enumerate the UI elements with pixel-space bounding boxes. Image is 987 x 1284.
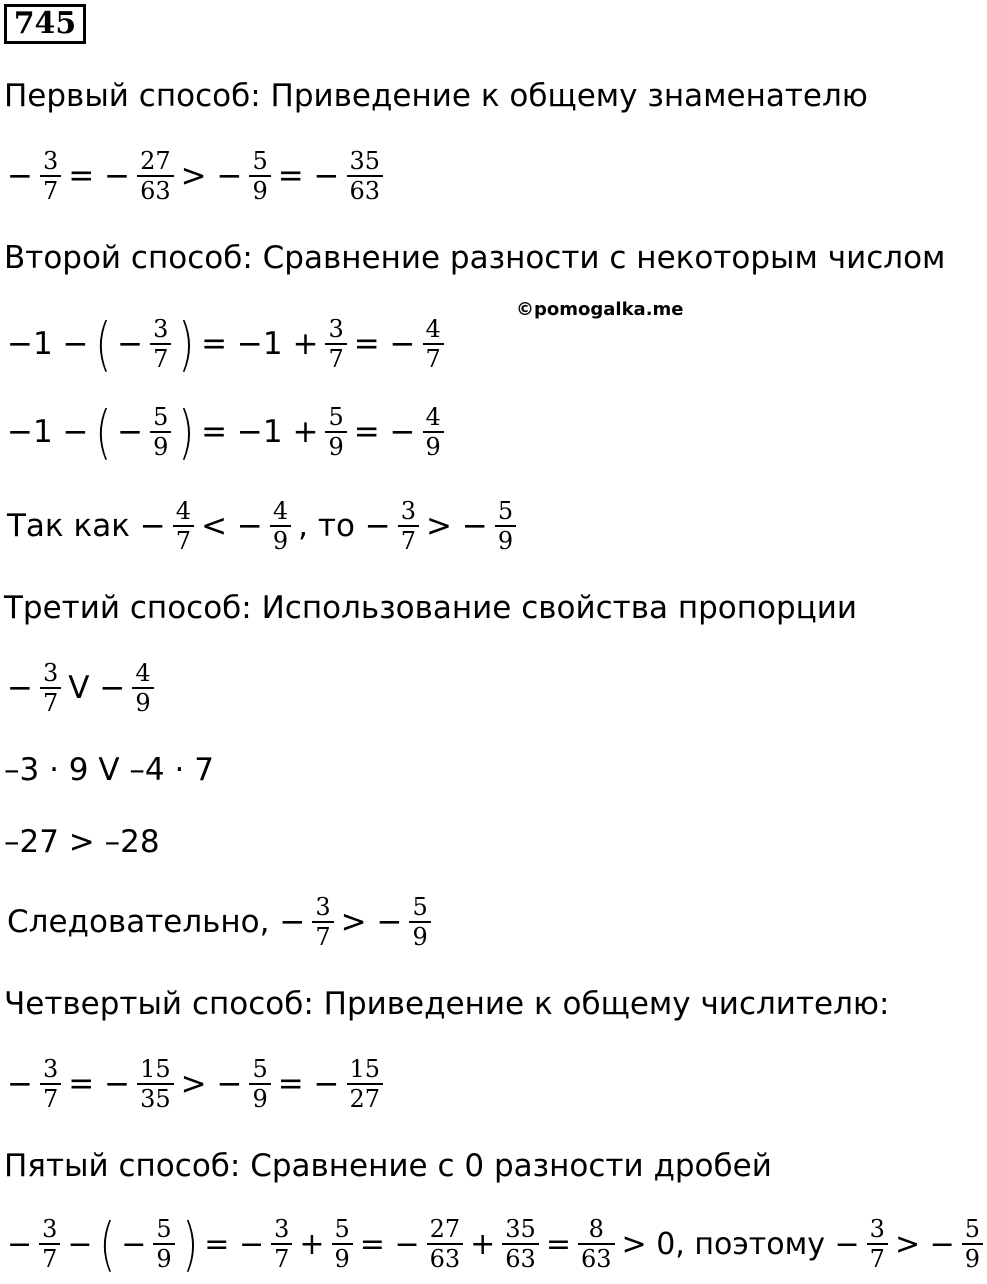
term: Так как − xyxy=(7,508,166,544)
method4-line xyxy=(4,1044,387,1124)
term: − xyxy=(7,1226,33,1262)
left-paren: ( xyxy=(94,398,111,466)
equals-sign: = − xyxy=(277,158,340,194)
term: −1 − xyxy=(7,414,89,450)
term: > − xyxy=(340,904,403,940)
left-paren: ( xyxy=(98,1210,115,1278)
term: = − xyxy=(353,326,416,362)
fraction: $\frac{5}{9}$ xyxy=(332,1215,353,1273)
method3-heading: Третий способ: Использование свойства пропорции xyxy=(4,590,858,626)
method2-heading: Второй способ: Сравнение разности с некоторым числом xyxy=(4,240,946,276)
fraction: $\frac{3}{7}$ xyxy=(40,147,61,205)
term: + xyxy=(299,1226,325,1262)
term: = − xyxy=(204,1226,265,1262)
method2-line2 xyxy=(4,392,448,472)
term: − xyxy=(121,1226,147,1262)
fraction: $\frac{4}{9}$ xyxy=(132,659,153,717)
method2-conclusion xyxy=(4,486,520,566)
fraction: $\frac{3}{7}$ xyxy=(398,497,419,555)
term: = −1 + xyxy=(201,326,319,362)
problem-number-badge: 745 xyxy=(4,4,86,44)
method5-line xyxy=(4,1204,987,1284)
fraction: $\frac{15}{35}$ xyxy=(137,1055,174,1113)
term: = − xyxy=(353,414,416,450)
method3-conclusion xyxy=(4,882,435,962)
term: = − xyxy=(359,1226,420,1262)
fraction: $\frac{3}{7}$ xyxy=(867,1215,888,1273)
fraction: $\frac{5}{9}$ xyxy=(249,1055,270,1113)
method2-line1 xyxy=(4,304,448,384)
fraction: $\frac{5}{9}$ xyxy=(249,147,270,205)
right-paren: ) xyxy=(178,310,195,378)
fraction: $\frac{35}{63}$ xyxy=(347,147,384,205)
term: = − xyxy=(68,1066,131,1102)
fraction: $\frac{5}{9}$ xyxy=(962,1215,983,1273)
fraction: $\frac{3}{7}$ xyxy=(40,1055,61,1113)
method3-line1 xyxy=(4,648,158,728)
term: − xyxy=(117,414,144,450)
fraction: $\frac{5}{9}$ xyxy=(409,893,430,951)
fraction: $\frac{8}{63}$ xyxy=(578,1215,615,1273)
right-paren: ) xyxy=(178,398,195,466)
term: Следовательно, − xyxy=(7,904,306,940)
term: < − xyxy=(201,508,263,544)
term: = xyxy=(545,1226,571,1262)
right-paren: ) xyxy=(182,1210,198,1278)
method5-heading: Пятый способ: Сравнение с 0 разности дробей xyxy=(4,1148,772,1184)
term: − xyxy=(7,1066,33,1102)
term: , то − xyxy=(298,508,391,544)
equals-sign: = − xyxy=(68,158,131,194)
fraction: $\frac{4}{7}$ xyxy=(173,497,194,555)
fraction: $\frac{5}{9}$ xyxy=(153,1215,174,1273)
fraction: $\frac{5}{9}$ xyxy=(325,403,346,461)
fraction: $\frac{27}{63}$ xyxy=(137,147,174,205)
term: + xyxy=(470,1226,496,1262)
fraction: $\frac{3}{7}$ xyxy=(39,1215,60,1273)
fraction: $\frac{3}{7}$ xyxy=(150,315,171,373)
fraction: $\frac{3}{7}$ xyxy=(325,315,346,373)
term: > − xyxy=(426,508,488,544)
watermark: ©pomogalka.me xyxy=(516,299,684,320)
method1-heading: Первый способ: Приведение к общему знаменателю xyxy=(4,78,868,114)
term: − xyxy=(67,1226,93,1262)
method4-heading: Четвертый способ: Приведение к общему числителю: xyxy=(4,986,890,1022)
fraction: $\frac{35}{63}$ xyxy=(502,1215,539,1273)
fraction: $\frac{3}{7}$ xyxy=(271,1215,292,1273)
fraction: $\frac{5}{9}$ xyxy=(150,403,171,461)
fraction: $\frac{4}{9}$ xyxy=(423,403,444,461)
fraction: $\frac{5}{9}$ xyxy=(495,497,516,555)
fraction: $\frac{4}{9}$ xyxy=(270,497,291,555)
term: > 0, поэтому − xyxy=(621,1226,860,1262)
method3-line2: –3 · 9 V –4 · 7 xyxy=(4,752,214,788)
term: = −1 + xyxy=(201,414,319,450)
method1-expression xyxy=(4,136,387,216)
term: = − xyxy=(277,1066,340,1102)
method3-line3: –27 > –28 xyxy=(4,824,160,860)
minus-sign: − xyxy=(7,158,33,194)
term: − xyxy=(117,326,144,362)
fraction: $\frac{4}{7}$ xyxy=(423,315,444,373)
term: > − xyxy=(894,1226,955,1262)
greater-sign: > − xyxy=(180,158,243,194)
left-paren: ( xyxy=(94,310,111,378)
term: − xyxy=(7,670,33,706)
term: V − xyxy=(68,670,126,706)
fraction: $\frac{15}{27}$ xyxy=(347,1055,384,1113)
fraction: $\frac{3}{7}$ xyxy=(312,893,333,951)
term: −1 − xyxy=(7,326,89,362)
fraction: $\frac{3}{7}$ xyxy=(40,659,61,717)
term: > − xyxy=(180,1066,243,1102)
fraction: $\frac{27}{63}$ xyxy=(427,1215,464,1273)
